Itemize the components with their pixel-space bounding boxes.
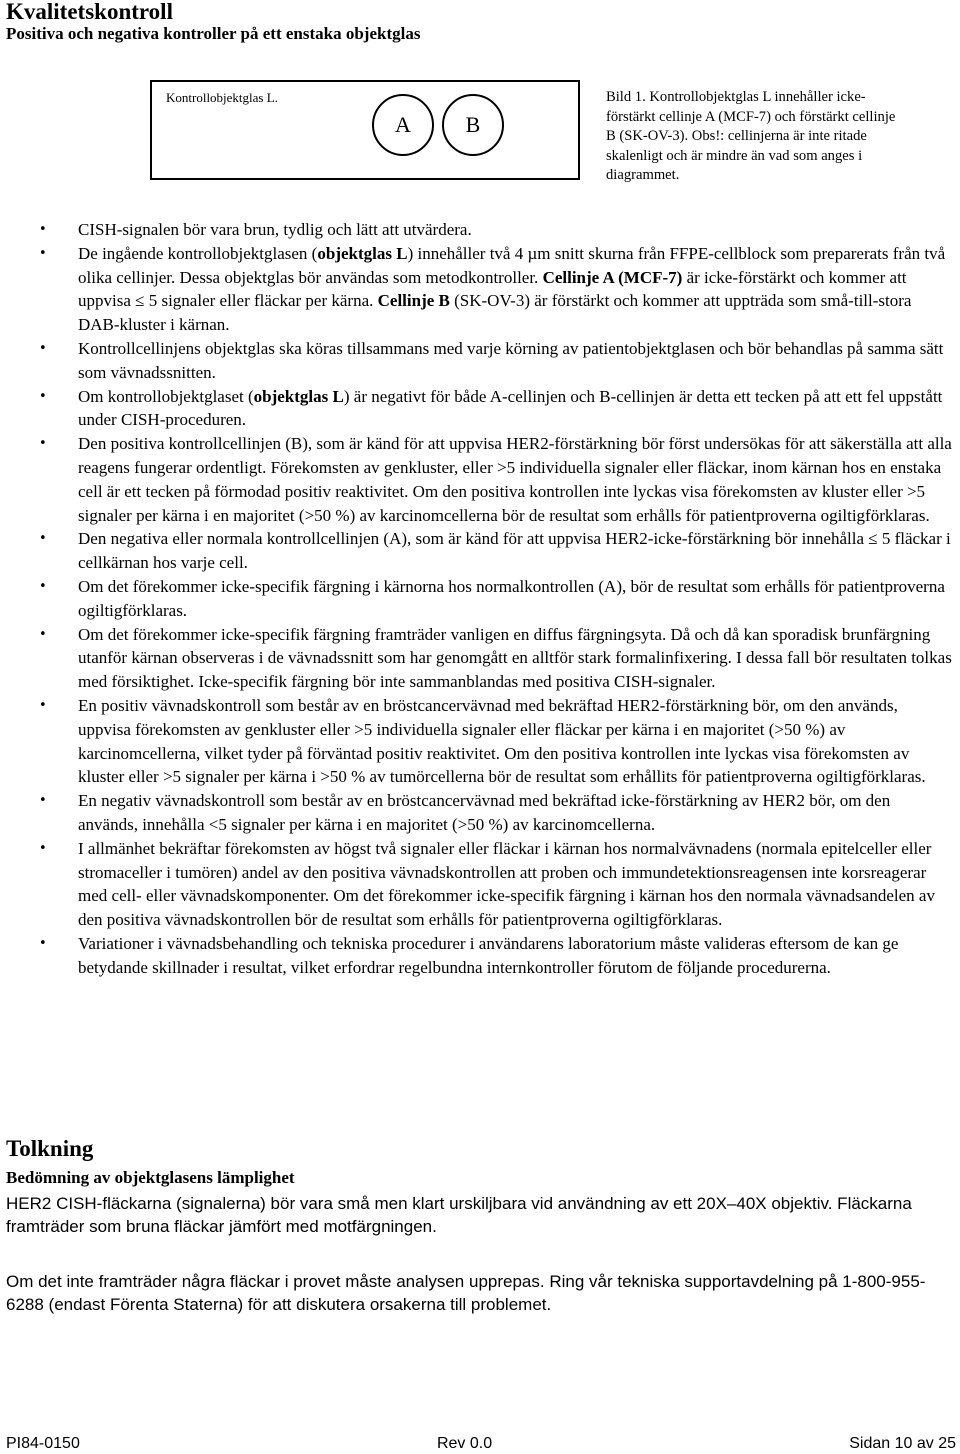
list-item [0, 837, 960, 932]
section-title: Tolkning [6, 1136, 94, 1161]
cell-line-a-circle [372, 94, 434, 156]
bullet-text: Om det förekommer icke-specifik färgning framträder vanligen en diffus färgningsyta. Då och då kan sporadisk brunfärgning utanför kärnan observeras i de vävnadssnitt som har genomgått en alltför stark formalinfixering. I dessa fall bör resultaten tolkas med försiktighet. Icke-specifik färgning bör inte sammanblandas med positiva CISH-signaler. [78, 624, 952, 692]
bullet-bold: Cellinje A (MCF-7) [542, 267, 683, 287]
cell-line-b-circle [442, 94, 504, 156]
footer-page-number: Sidan 10 av 25 [849, 1435, 956, 1452]
bullet-text: ) är negativt för både A-cellinjen och B-cellinjen är detta ett tecken på att ett fel uppstått under CISH-proceduren. [78, 386, 943, 430]
bullet-text: Om det förekommer icke-specifik färgning i kärnorna hos normalkontrollen (A), bör de resultat som erhålls för patientproverna ogiltigförklaras. [78, 576, 945, 620]
paragraph-signals: HER2 CISH-fläckarna (signalerna) bör vara små men klart urskiljbara vid användning av ett 20X–40X objektiv. Fläckarna framträder som bruna fläckar jämfört med motfärgningen. [6, 1194, 912, 1236]
list-item [0, 789, 960, 837]
bullet-text: Variationer i vävnadsbehandling och tekniska procedurer i användarens laboratorium måste valideras eftersom de kan ge betydande skillnader i resultat, vilket erfordrar regelbundna internkontroller förutom de följande procedurerna. [78, 933, 899, 977]
list-item [0, 242, 960, 337]
list-item [0, 575, 960, 623]
cell-line-b-label: B [465, 112, 481, 137]
list-item [0, 527, 960, 575]
bullet-bold: objektglas L [317, 243, 408, 263]
bullet-text: En negativ vävnadskontroll som består av en bröstcancervävnad med bekräftad icke-förstärkning av HER2 bör, om den används, innehålla <5 signaler per kärna i en majoritet (>50 %) av karcinomcellerna. [78, 791, 891, 834]
figure-caption: Bild 1. Kontrollobjektglas L innehåller icke-förstärkt cellinje A (MCF-7) och förstärkt cellinje B (SK-OV-3). Obs!: cellinjerna är inte ritade skalenligt och är mindre än vad som anges i diagrammet. [606, 89, 896, 183]
section-subtitle: Bedömning av objektglasens lämplighet [6, 1168, 295, 1187]
bullet-text: I allmänhet bekräftar förekomsten av högst två signaler eller fläckar i kärnan hos normalvävnadens (normala epitelceller eller stromaceller i tumören) andel av den positiva vävnadskontrollen att proben och immundetektionsreagensen inte korsreagerar med cell- eller vävnadskomponenter. Om det förekommer icke-specifik färgning i kärnan hos den normala vävnadsandelen av den positiva vävnadskontrollen bör de resultat som erhålls för patientproverna ogiltigförklaras. [78, 838, 935, 930]
bullet-text: ) innehåller två 4 µm snitt skurna från FFPE-cellblock som preparerats från två olika cellinjer. Dessa objektglas bör användas som metodkontroller. [78, 243, 946, 287]
bullet-list [0, 218, 960, 980]
slide-label: Kontrollobjektglas L. [166, 90, 278, 105]
paragraph-support: Om det inte framträder några fläckar i provet måste analysen upprepas. Ring vår tekniska supportavdelning på 1-800-955-6288 (endast Förenta Staterna) för att diskutera orsakerna till problemet. [6, 1272, 926, 1314]
bullet-text: Om kontrollobjektglaset ( [78, 386, 254, 406]
footer-revision: Rev 0.0 [436, 1435, 493, 1452]
list-item [0, 623, 960, 694]
bullet-bold: objektglas L [253, 386, 344, 406]
bullet-text: Den negativa eller normala kontrollcellinjen (A), som är känd för att uppvisa HER2-icke-förstärkning bör innehålla ≤ 5 fläckar i cellkärnan hos varje cell. [78, 529, 951, 573]
bullet-text: En positiv vävnadskontroll som består av en bröstcancervävnad med bekräftad HER2-förstärkning bör, om den används, uppvisa förekomsten av genkluster eller >5 individuella signaler eller fläckar per kärna i en majoritet (>50 %) av karcinomcellerna, vilket tyder på förväntad positiv reaktivitet. Om den positiva kontrollen inte lyckas visa förekomsten av kluster eller >5 signaler per kärna i >50 % av tumörcellerna bör de resultat som erhållits för patientproverna ogiltigförklaras. [78, 695, 926, 787]
bullet-text: (SK-OV-3) är förstärkt och kommer att uppträda som små-till-stora DAB-kluster i kärnan. [78, 291, 912, 335]
list-item [0, 337, 960, 385]
bullet-text: Den positiva kontrollcellinjen (B), som är känd för att uppvisa HER2-förstärkning bör först undersökas för att säkerställa att alla reagens fungerar ordentligt. Förekomsten av genkluster, eller >5 individuella signaler eller fläckar, inom kärnan hos en enstaka cell är ett tecken på förmodad positiv reaktivitet. Om den positiva kontrollen inte lyckas visa förekomsten av kluster eller >5 signaler per kärna i en majoritet (>50 %) av karcinomcellerna bör de resultat som erhålls för patientproverna ogiltigförklaras. [78, 434, 952, 525]
page-title: Kvalitetskontroll [6, 0, 173, 24]
page-footer [6, 1435, 956, 1453]
page-subtitle: Positiva och negativa kontroller på ett enstaka objektglas [6, 24, 421, 43]
bullet-text: De ingående kontrollobjektglasen ( [78, 243, 318, 263]
list-item [0, 218, 960, 242]
list-item [0, 385, 960, 433]
list-item [0, 694, 960, 789]
list-item [0, 932, 960, 980]
list-item [0, 432, 960, 527]
bullet-bold: Cellinje B [377, 291, 450, 311]
bullet-text: är icke-förstärkt och kommer att uppvisa ≤ 5 signaler eller fläckar per kärna. [78, 267, 907, 311]
footer-doc-id: PI84-0150 [6, 1435, 80, 1452]
bullet-text: CISH-signalen bör vara brun, tydlig och lätt att utvärdera. [78, 220, 472, 239]
cell-line-a-label: A [395, 112, 411, 137]
bullet-text: Kontrollcellinjens objektglas ska köras tillsammans med varje körning av patientobjektglasen och bör behandlas på samma sätt som vävnadssnitten. [78, 338, 944, 382]
